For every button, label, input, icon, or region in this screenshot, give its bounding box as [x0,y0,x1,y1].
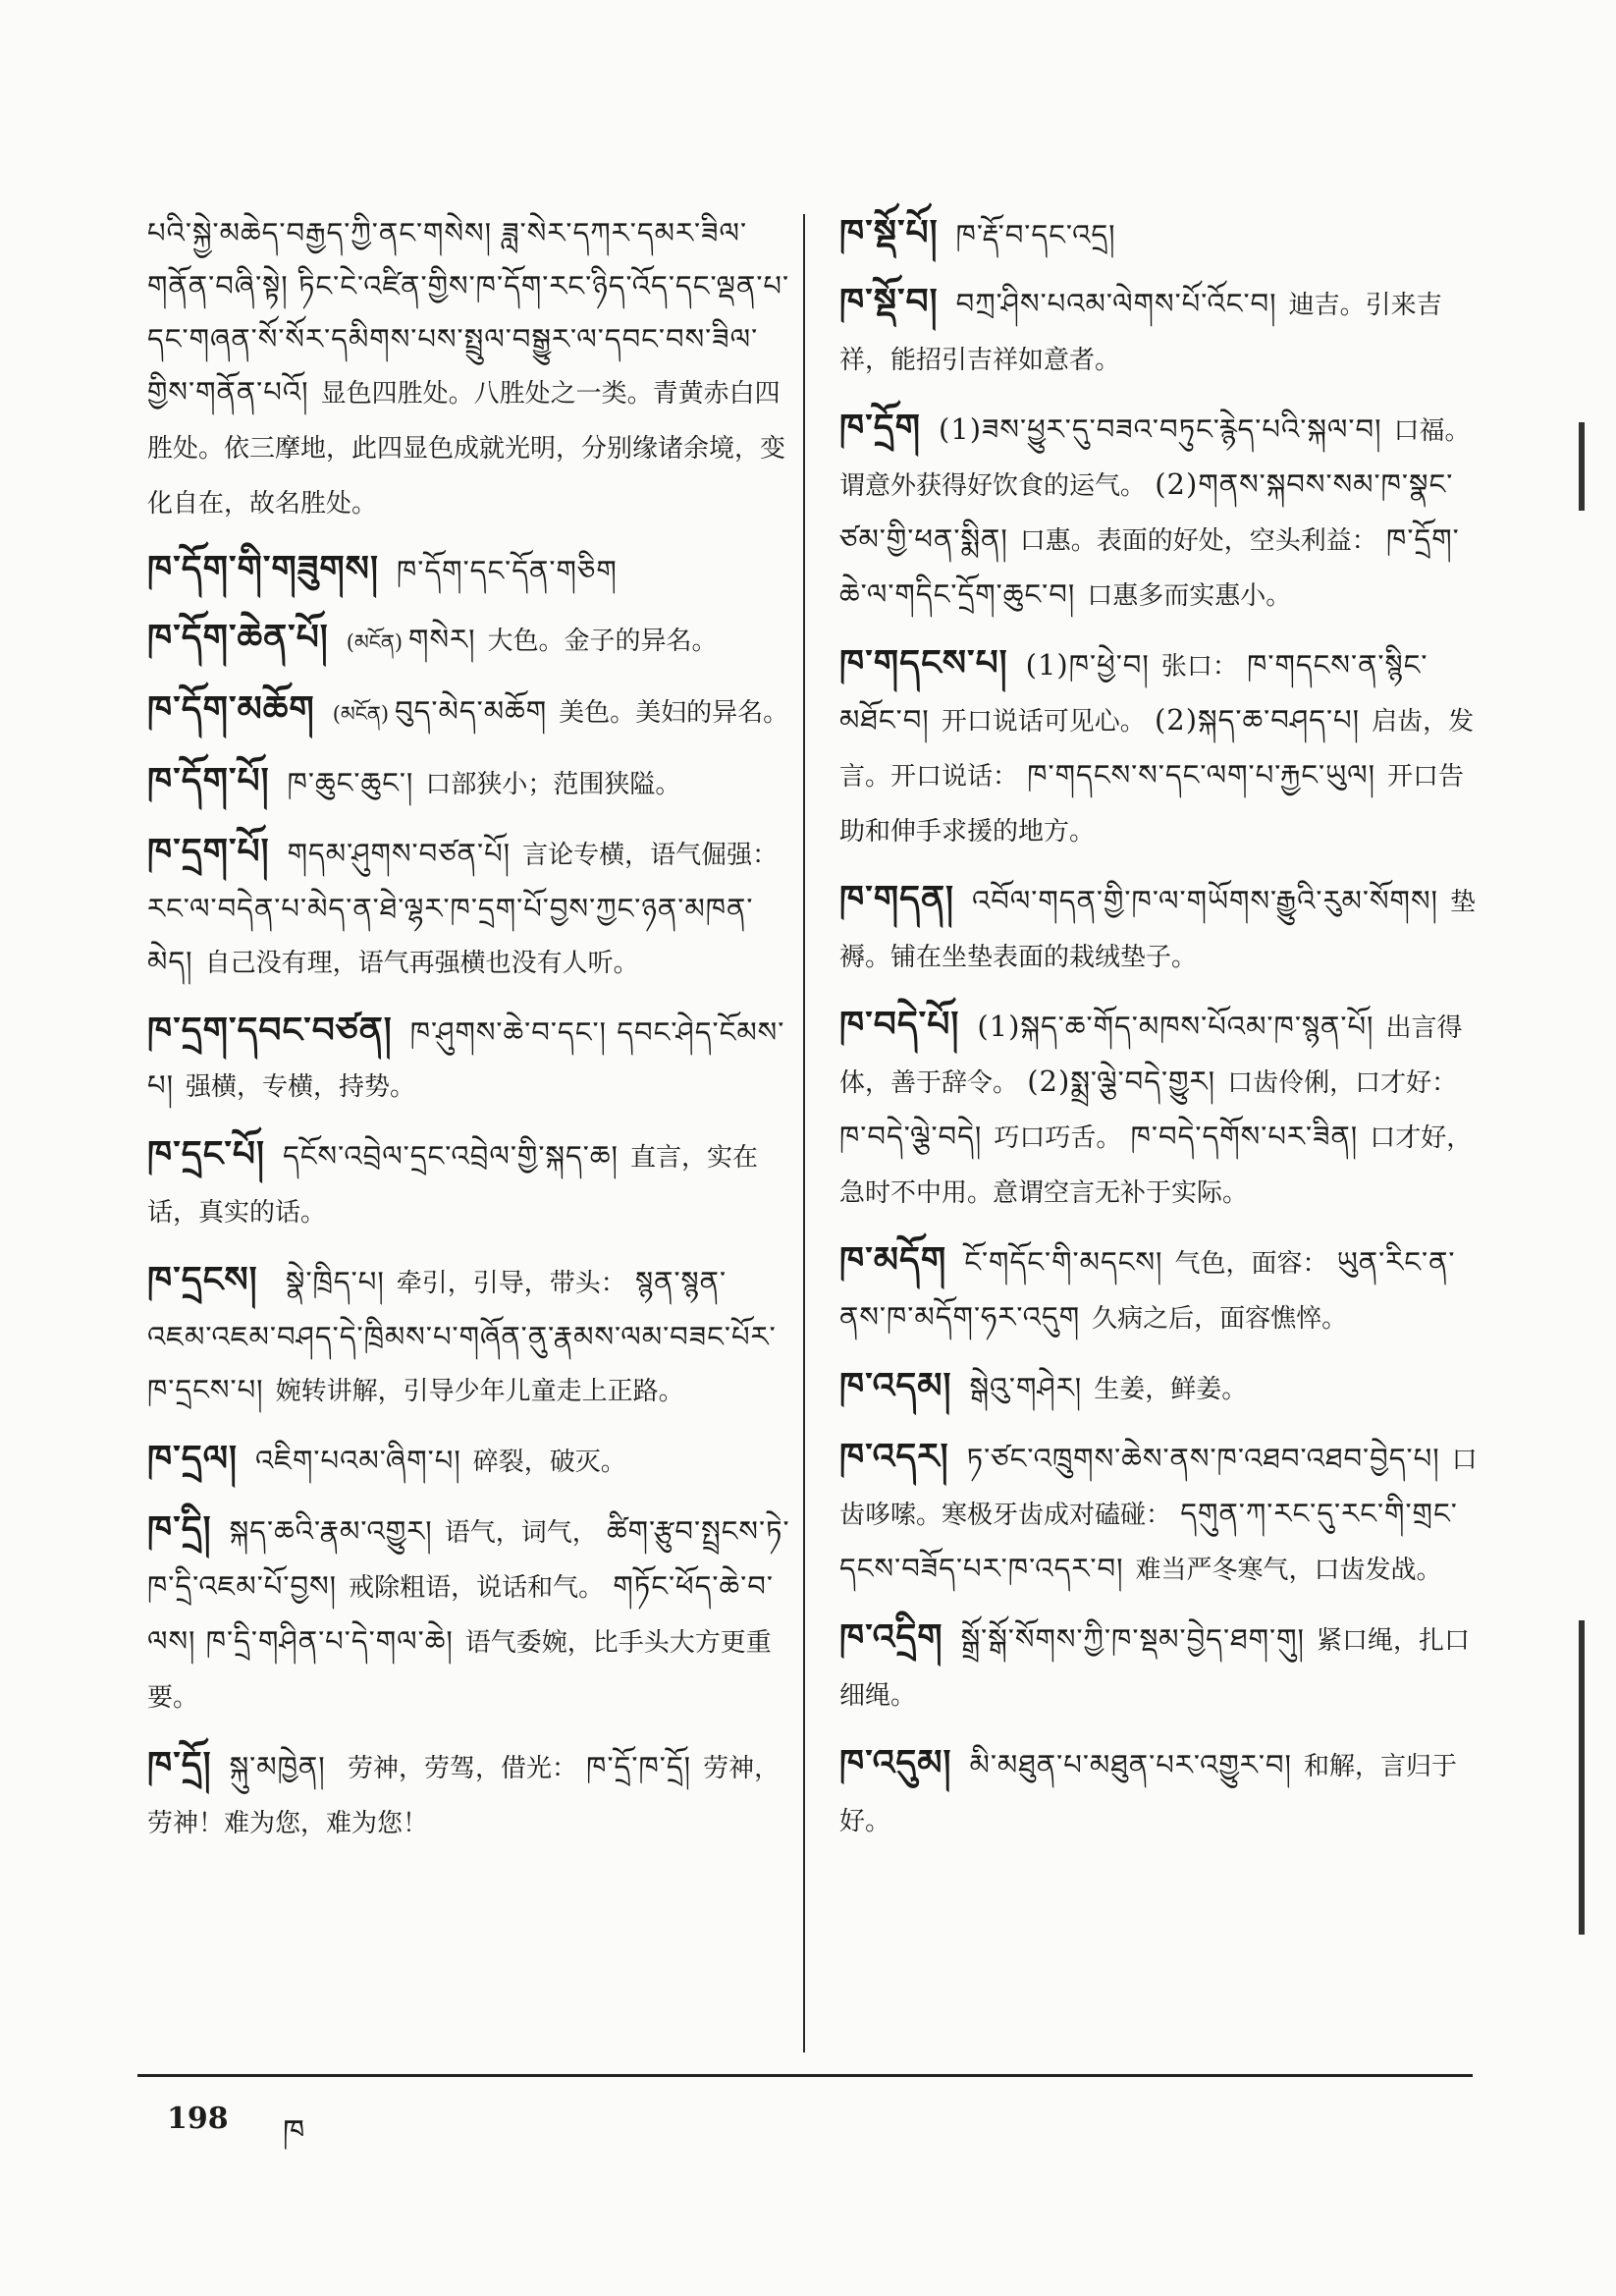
chinese-gloss: 张口： [1160,652,1238,682]
headword: ཁ་གདན། [839,878,954,919]
example-tibetan: གཏོང་ཕོད་ཆེ་བ་ལས། ཁ་དྲི་གཤིན་པ་དེ་གལ་ཆེ། [147,1569,774,1658]
example-chinese: 戒除粗语，说话和气。 [349,1573,605,1603]
example-tibetan: ཁ་དྲོ་ཁ་དྲོ། [586,1750,692,1783]
chinese-gloss: 美色。美妇的异名。 [559,698,789,728]
sense-chinese: 启齿，发言。开口说话： [839,707,1475,792]
chinese-gloss: 垫褥。铺在坐垫表面的栽绒垫子。 [839,888,1476,972]
dictionary-entry [147,1738,790,1850]
tibetan-definition: བཀྲ་ཤིས་པའམ་ལེགས་པོ་འོང་བ། [955,287,1277,320]
tibetan-definition: སྐད་ཆའི་རྣམ་འགྱུར། [229,1514,433,1548]
tibetan-definition: སྒྲོ་སྒོ་སོགས་ཀྱི་ཁ་སྡམ་བྱེད་ཐག་གུ། [960,1622,1305,1656]
tibetan-definition: ངོ་གདོང་གི་མདངས། [964,1245,1163,1279]
dictionary-entry [147,1127,790,1239]
tibetan-definition: (1)ཟས་ཕྱུར་དུ་བཟའ་བཏུང་རྙེད་པའི་སྐལ་བ། [938,412,1382,446]
headword: ཁ་དོག་པོ། [147,760,270,801]
dictionary-entry [839,275,1482,387]
dictionary-entry [839,401,1482,623]
headword: ཁ་སྡོ་པོ། [839,212,939,253]
example-chinese: 久病之后，面容憔悴。 [1092,1304,1348,1334]
dictionary-entry [147,683,790,740]
chinese-gloss: 口齿哆嗦。寒极牙齿成对磕碰： [839,1446,1478,1530]
dictionary-entry [839,206,1482,261]
headword: ཁ་འདྲིག [839,1616,943,1658]
dictionary-entry [839,1359,1482,1416]
headword: ཁ་སྡོ་བ། [839,281,939,322]
tibetan-definition: སྐུ་མཁྱེན། [229,1750,336,1783]
tibetan-definition: འབོལ་གདན་གྱི་ཁ་ལ་གཡོགས་རྒྱུའི་རུམ་སོགས། [971,884,1438,917]
chinese-gloss: 直言，实在话，真实的话。 [147,1143,758,1228]
right-column [839,206,1482,1862]
example-chinese: 婉转讲解，引导少年儿童走上正路。 [275,1377,684,1406]
chinese-gloss: 紧口绳，扎口细绳。 [839,1626,1470,1711]
dictionary-entry [147,206,790,530]
example-chinese: 开口告助和伸手求援的地方。 [839,762,1465,847]
chinese-gloss: 语气，词气， [444,1518,598,1548]
source-tag: (མངོན) [332,702,390,726]
example-chinese: 巧口巧舌。 [994,1123,1122,1153]
tibetan-definition: མི་མཐུན་པ་མཐུན་པར་འགྱུར་བ། [969,1748,1292,1781]
headword: ཁ་འདུམ། [839,1742,952,1783]
tibetan-definition: སྣེ་ཁྲིད་པ། [275,1265,385,1298]
running-head-letter: ཁ [283,2112,305,2150]
example-tibetan: ཁ་དྲོག་ཆེ་ལ་གདིང་དྲོག་ཆུང་བ། [839,522,1460,611]
headword: ཁ་འདམ། [839,1365,952,1406]
example-tibetan: ཁ་གདངས་ན་སྙིང་མཐོང་བ། [839,648,1428,737]
dictionary-entry [839,1736,1482,1848]
headword: ཁ་གདངས་པ། [839,642,1008,683]
tibetan-definition: འཇིག་པའམ་ཞིག་པ། [255,1444,461,1477]
left-column [147,206,790,1864]
tibetan-definition: པའི་སྐྱེ་མཆེད་བརྒྱད་ཀྱི་ནང་གསེས། ཟླ་སེར་དཀར་དམར་ཟིལ་གནོན་བཞི་སྟེ། ཏིང་ངེ་འཛིན་གྱིས་ཁ་དོག་རང་ཉིད་འོད་དང་ལྡན་པ་དང་གཞན་སོ་སོར་དམིགས་པས་སྤྲུལ་བསྒྱུར་ལ་དབང་བས་ཟིལ་གྱིས་གནོན་པའོ། [147,216,790,409]
headword: ཁ་དྲོག [839,407,921,448]
tibetan-definition: ཁ་ཆུང་ཆུང་། [287,766,414,799]
tibetan-definition: ཁ་ཤུགས་ཆེ་བ་དང་། དབང་ཤེད་ངོམས་པ། [147,1015,785,1102]
edge-tab-mark [1579,1620,1585,1935]
headword: ཁ་དོག་གི་གཟུགས། [147,548,379,589]
edge-tab-mark [1579,422,1585,511]
column-divider [803,214,805,2052]
example-tibetan: ཁ་བདེ་ལྕེ་བདེ། [839,1120,983,1153]
chinese-gloss: 强横，专横，持势。 [186,1072,416,1102]
headword: ཁ་དྲག་པོ། [147,831,270,872]
chinese-gloss: 口部狭小；范围狭隘。 [425,770,681,799]
example-tibetan: ཚིག་རྩུབ་སྤྲངས་ཏེ་ཁ་དྲི་འཇམ་པོ་བྱས། [147,1514,790,1603]
footer-rule [137,2074,1473,2077]
chinese-gloss: 显色四胜处。八胜处之一类。青黄赤白四胜处。依三摩地，此四显色成就光明，分别缘诸余境，变化自在，故名胜处。 [147,379,786,519]
dictionary-entry [147,825,790,990]
headword: ཁ་དྲི། [147,1508,212,1550]
chinese-gloss: 言论专横，语气倔强： [522,841,779,870]
headword: ཁ་དྲལ། [147,1438,239,1479]
example-chinese: 自己没有理，语气再强横也没有人听。 [204,949,639,978]
source-tag: (མངོན) [346,630,404,654]
chinese-gloss: 大色。金子的异名。 [487,627,718,656]
chinese-gloss: 劳神，劳驾，借光： [347,1754,577,1783]
sense-tibetan: (2)སྨྲ་ལྕེ་བདེ་གྱུར། [1027,1065,1216,1098]
tibetan-definition: དངོས་འབྲེལ་དྲང་འབྲེལ་གྱི་སྐད་ཆ། [283,1139,619,1173]
headword: ཁ་དྲག་དབང་བཙན། [147,1010,393,1051]
tibetan-definition: བུད་མེད་མཆོག [395,694,548,728]
example-tibetan: ཁ་བདེ་དགོས་པར་ཟིན། [1130,1120,1359,1153]
dictionary-entry [147,611,790,669]
tibetan-definition: ཁ་རྡོ་བ་དང་འདྲ། [955,218,1116,251]
chinese-gloss: 口福。谓意外获得好饮食的运气。 [839,416,1471,501]
chinese-gloss: 气色，面容： [1174,1249,1328,1279]
dictionary-entry [147,1004,790,1114]
example-chinese: 难当严冬寒气，口齿发战。 [1135,1556,1442,1585]
tibetan-definition: ཏ་ཙང་འཁྲུགས་ཆེས་ནས་ཁ་འཐབ་འཐབ་བྱེད་པ། [966,1442,1440,1475]
dictionary-entry [147,1503,790,1724]
sense-tibetan: (2)གནས་སྐབས་སམ་ཁ་སྣང་ཙམ་གྱི་ཕན་སྨིན། [839,467,1454,556]
headword: ཁ་དོག་མཆོག [147,688,315,730]
example-tibetan: སྙན་སྙན་འཇམ་འཇམ་བཤད་དེ་ཁྲིམས་པ་གཞོན་ནུ་རྣམས་ལམ་བཟང་པོར་ཁ་དྲངས་པ། [147,1265,777,1406]
headword: ཁ་དྲང་པོ། [147,1133,266,1175]
chinese-gloss: 牵引，引导，带头： [396,1269,626,1298]
example-tibetan: དགུན་ཀ་རང་དུ་རང་གི་གྲང་དངས་བཟོད་པར་ཁ་འདར་བ། [839,1497,1458,1585]
dictionary-entry [147,542,790,597]
chinese-gloss: 碎裂，破灭。 [472,1448,626,1477]
example-chinese: 口惠多而实惠小。 [1087,581,1292,611]
headword: ཁ་དྲོ། [147,1744,212,1785]
dictionary-entry [839,1611,1482,1722]
sense-tibetan: (2)སྐད་ཆ་བཤད་པ། [1154,703,1361,737]
chinese-gloss: 和解，言归于好。 [839,1752,1457,1836]
page-number: 198 [167,2102,229,2136]
tibetan-definition: ཁ་དོག་དང་དོན་གཅིག [396,554,618,587]
headword: ཁ་དྲངས། [147,1259,258,1300]
example-chinese: 口才好，急时不中用。意谓空言无补于实际。 [839,1123,1473,1208]
chinese-gloss: 生姜，鲜姜。 [1094,1375,1248,1404]
example-chinese: 语气委婉，比手头大方更重要。 [147,1628,772,1713]
tibetan-definition: (1)སྐད་ཆ་གོད་མཁས་པོའམ་ཁ་སྙན་པོ། [977,1010,1374,1043]
example-tibetan: རང་ལ་བདེན་པ་མེད་ན་ཐེ་ལྷར་ཁ་དྲག་པོ་བྱས་ཀྱང་ཉན་མཁན་མེད། [147,892,754,978]
dictionary-entry [147,1253,790,1418]
dictionary-entry [839,1430,1482,1597]
dictionary-entry [147,1432,790,1489]
tibetan-definition: གདམ་ཤུགས་བཙན་པོ། [287,837,512,870]
tibetan-definition: གསེར། [408,623,476,656]
example-tibetan: ཡུན་རིང་ན་ནས་ཁ་མདོག་ཧར་འདུག [839,1245,1456,1334]
headword: ཁ་མདོག [839,1239,947,1281]
example-chinese: 开口说话可见心。 [941,707,1146,737]
dictionary-entry [839,872,1482,984]
dictionary-entry [147,754,790,811]
tibetan-definition: (1)ཁ་ཕྱེ་བ། [1025,648,1150,682]
headword: ཁ་དོག་ཆེན་པོ། [147,617,329,658]
dictionary-entry [839,1233,1482,1345]
headword: ཁ་འདར། [839,1436,949,1477]
dictionary-entry [839,636,1482,858]
headword: ཁ་བདེ་པོ། [839,1004,960,1045]
example-tibetan: ཁ་གདངས་ས་དང་ལག་པ་རྐྱང་ཡུལ། [1027,758,1376,792]
tibetan-definition: སྒེའུ་གཤེར། [969,1371,1083,1404]
sense-chinese: 口齿伶俐，口才好： [1227,1068,1458,1098]
example-chinese: 劳神，劳神！难为您，难为您！ [147,1754,781,1838]
chinese-gloss: 出言得体，善于辞令。 [839,1013,1463,1098]
chinese-gloss: 迪吉。引来吉祥，能招引吉祥如意者。 [839,291,1442,375]
dictionary-entry [839,998,1482,1220]
sense-chinese: 口惠。表面的好处，空头利益： [1019,526,1377,556]
